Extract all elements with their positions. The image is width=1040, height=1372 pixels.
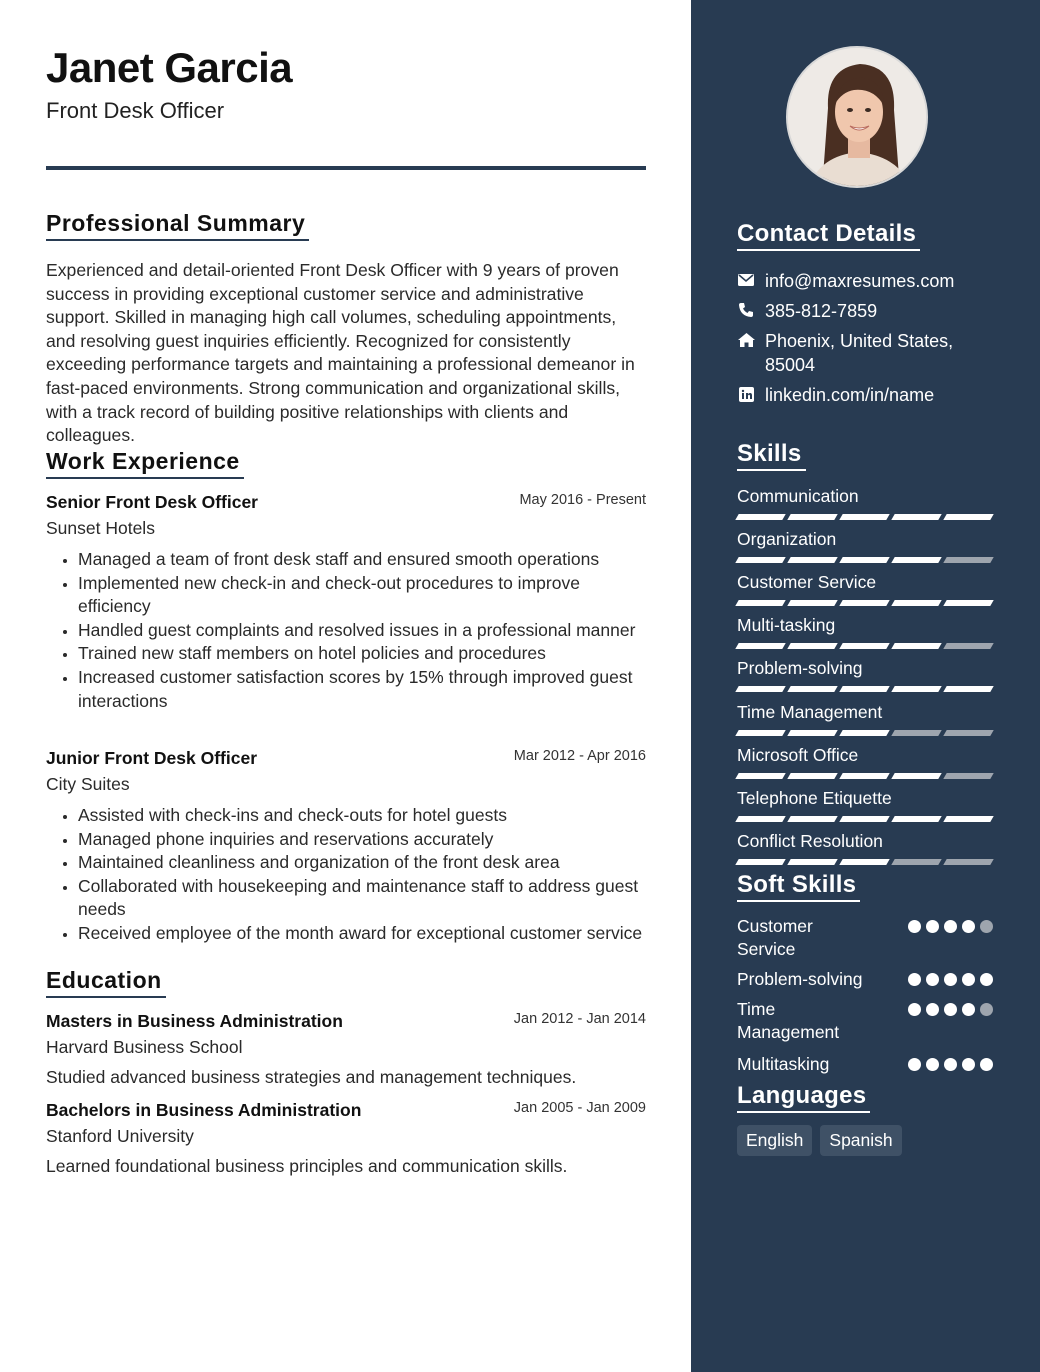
rating-dot xyxy=(980,973,993,986)
contact-phone[interactable] xyxy=(737,299,877,323)
skill-level-segment xyxy=(943,514,993,520)
job-date: May 2016 - Present xyxy=(519,492,646,508)
skill-level-segment xyxy=(839,557,889,563)
skill-row xyxy=(737,745,992,779)
contact-heading: Contact Details xyxy=(737,220,920,251)
education-entry xyxy=(46,1100,646,1177)
skill-name: Conflict Resolution xyxy=(737,830,883,851)
job-bullet: • Received employee of the month award for exceptional customer service xyxy=(78,922,646,946)
skill-level-segment xyxy=(735,514,785,520)
email-text: info@maxresumes.com xyxy=(765,271,955,291)
rating-dot xyxy=(962,1003,975,1016)
skill-level-segment xyxy=(943,773,993,779)
skill-level-bar xyxy=(737,686,992,692)
job-entry xyxy=(46,748,646,946)
skill-level-segment xyxy=(839,859,889,865)
rating-dot xyxy=(962,973,975,986)
soft-skill-rating xyxy=(908,973,993,991)
contact-linkedin[interactable] xyxy=(737,383,934,407)
skill-level-segment xyxy=(891,816,941,822)
skill-level-segment xyxy=(735,686,785,692)
education-date: Jan 2012 - Jan 2014 xyxy=(513,1011,646,1027)
skill-row xyxy=(737,788,992,822)
skill-level-segment xyxy=(891,730,941,736)
linkedin-text: linkedin.com/in/name xyxy=(765,385,935,405)
skills-heading: Skills xyxy=(737,440,806,471)
skill-level-segment xyxy=(787,859,837,865)
experience-heading: Work Experience xyxy=(46,448,244,479)
skill-level-bar xyxy=(737,514,992,520)
skill-level-segment xyxy=(839,730,889,736)
soft-skill-name: Problem-solving xyxy=(737,969,863,989)
skill-level-bar xyxy=(737,643,992,649)
job-title: Junior Front Desk Officer xyxy=(46,748,258,768)
phone-text: 385-812-7859 xyxy=(765,301,878,321)
rating-dot xyxy=(944,920,957,933)
summary-heading: Professional Summary xyxy=(46,210,309,241)
skill-level-segment xyxy=(787,773,837,779)
soft-skill-name: Customer xyxy=(737,916,813,936)
skill-name: Telephone Etiquette xyxy=(737,787,892,808)
skill-level-segment xyxy=(943,730,993,736)
skill-name: Customer Service xyxy=(737,572,877,593)
soft-skill-name: Time xyxy=(737,999,776,1019)
skill-row xyxy=(737,529,992,563)
school-name: Harvard Business School xyxy=(46,1037,243,1057)
skill-level-segment xyxy=(839,816,889,822)
soft-skill-rating xyxy=(908,1058,993,1076)
job-bullet: • Trained new staff members on hotel policies and procedures xyxy=(78,642,646,666)
skill-level-segment xyxy=(735,730,785,736)
skill-level-segment xyxy=(735,816,785,822)
skill-level-segment xyxy=(839,600,889,606)
education-heading: Education xyxy=(46,967,166,998)
rating-dot xyxy=(980,1003,993,1016)
skill-level-segment xyxy=(735,859,785,865)
education-date: Jan 2005 - Jan 2009 xyxy=(513,1100,646,1116)
skill-name: Multi-tasking xyxy=(737,615,836,636)
rating-dot xyxy=(926,973,939,986)
soft-skill-name-cont: Service xyxy=(737,939,796,959)
skill-level-segment xyxy=(943,557,993,563)
skill-level-segment xyxy=(891,600,941,606)
rating-dot xyxy=(926,1058,939,1071)
skill-level-segment xyxy=(891,643,941,649)
skill-name: Microsoft Office xyxy=(737,744,859,765)
linkedin-icon xyxy=(737,384,755,404)
language-chip: Spanish xyxy=(820,1125,901,1156)
skill-level-bar xyxy=(737,816,992,822)
skill-level-segment xyxy=(943,600,993,606)
skill-row xyxy=(737,658,992,692)
skill-level-segment xyxy=(943,816,993,822)
job-company: Sunset Hotels xyxy=(46,518,155,538)
job-bullet: • Increased customer satisfaction scores by 15% through improved guest interactions xyxy=(78,666,646,713)
skill-level-segment xyxy=(839,514,889,520)
skill-level-segment xyxy=(735,773,785,779)
languages-list xyxy=(737,1125,902,1156)
envelope-icon xyxy=(737,270,755,290)
skill-level-segment xyxy=(839,773,889,779)
skill-level-segment xyxy=(787,643,837,649)
skill-level-segment xyxy=(839,643,889,649)
skill-name: Time Management xyxy=(737,701,883,722)
skill-level-segment xyxy=(787,600,837,606)
skill-name: Organization xyxy=(737,529,837,550)
candidate-name: Janet Garcia xyxy=(46,44,293,91)
soft-skill-row xyxy=(737,915,993,961)
job-bullet: • Managed phone inquiries and reservations accurately xyxy=(78,828,646,852)
skill-level-segment xyxy=(891,773,941,779)
candidate-title: Front Desk Officer xyxy=(46,98,225,123)
profile-photo xyxy=(786,46,928,188)
rating-dot xyxy=(908,920,921,933)
contact-email[interactable] xyxy=(737,269,954,293)
rating-dot xyxy=(980,920,993,933)
skill-name: Communication xyxy=(737,486,859,506)
job-company: City Suites xyxy=(46,774,130,794)
skill-level-segment xyxy=(891,686,941,692)
skill-row xyxy=(737,572,992,606)
skill-level-bar xyxy=(737,557,992,563)
phone-icon xyxy=(737,300,755,320)
skill-level-segment xyxy=(787,686,837,692)
degree-title: Bachelors in Business Administration xyxy=(46,1100,362,1120)
soft-skill-name-cont: Management xyxy=(737,1022,840,1042)
language-chip: English xyxy=(737,1125,812,1156)
skill-row xyxy=(737,702,992,736)
skill-level-segment xyxy=(943,643,993,649)
skill-name: Problem-solving xyxy=(737,658,863,679)
rating-dot xyxy=(962,920,975,933)
skill-row xyxy=(737,831,992,865)
soft-skill-row xyxy=(737,968,993,991)
job-bullet: • Collaborated with housekeeping and maintenance staff to address guest needs xyxy=(78,875,646,922)
rating-dot xyxy=(926,920,939,933)
address-line-1: Phoenix, United States, xyxy=(765,331,954,351)
skill-row xyxy=(737,486,992,520)
skill-level-bar xyxy=(737,859,992,865)
header-divider xyxy=(46,166,646,170)
soft-skill-name: Multitasking xyxy=(737,1054,830,1074)
soft-skill-row xyxy=(737,998,993,1044)
job-bullet: • Assisted with check-ins and check-outs for hotel guests xyxy=(78,804,646,828)
skill-level-segment xyxy=(787,514,837,520)
skill-level-segment xyxy=(787,557,837,563)
rating-dot xyxy=(908,1003,921,1016)
soft-skill-rating xyxy=(908,1003,993,1044)
soft-skill-rating xyxy=(908,920,993,961)
job-bullet: • Handled guest complaints and resolved issues in a professional manner xyxy=(78,619,646,643)
rating-dot xyxy=(980,1058,993,1071)
degree-title: Masters in Business Administration xyxy=(46,1011,343,1031)
skill-level-segment xyxy=(839,686,889,692)
rating-dot xyxy=(944,973,957,986)
job-date: Mar 2012 - Apr 2016 xyxy=(513,748,646,764)
job-bullet: • Managed a team of front desk staff and ensured smooth operations xyxy=(78,548,646,572)
education-description: Studied advanced business strategies and management techniques. xyxy=(46,1067,577,1087)
contact-address xyxy=(737,329,953,377)
skill-level-segment xyxy=(891,859,941,865)
skill-row xyxy=(737,615,992,649)
skill-level-segment xyxy=(891,557,941,563)
job-bullets xyxy=(78,548,646,713)
job-entry xyxy=(46,492,646,713)
rating-dot xyxy=(908,1058,921,1071)
rating-dot xyxy=(926,1003,939,1016)
skill-level-segment xyxy=(735,600,785,606)
education-description: Learned foundational business principles and communication skills. xyxy=(46,1156,568,1176)
skill-level-segment xyxy=(943,859,993,865)
address-line-2: 85004 xyxy=(765,355,816,375)
rating-dot xyxy=(944,1003,957,1016)
skill-level-segment xyxy=(787,816,837,822)
sidebar xyxy=(691,0,1040,1372)
skill-level-segment xyxy=(787,730,837,736)
education-entry xyxy=(46,1011,646,1088)
languages-heading: Languages xyxy=(737,1082,870,1113)
skill-level-bar xyxy=(737,773,992,779)
summary-text: Experienced and detail-oriented Front Desk Officer with 9 years of proven success in providing exceptional customer service and administrative support. Skilled in managing high call volumes, scheduling appointments, and resolving guest inquiries efficiently. Recognized for consistently exceeding performance targets and maintaining a professional demeanor in fast-paced environments. Strong communication and organizational skills, with a track record of building positive relationships with clients and colleagues. xyxy=(46,260,635,446)
soft-skill-row xyxy=(737,1053,993,1076)
skill-level-segment xyxy=(891,514,941,520)
job-bullet: • Maintained cleanliness and organization of the front desk area xyxy=(78,851,646,875)
job-bullet: • Implemented new check-in and check-out procedures to improve efficiency xyxy=(78,572,646,619)
skill-level-bar xyxy=(737,600,992,606)
skill-level-segment xyxy=(943,686,993,692)
skill-level-segment xyxy=(735,643,785,649)
soft-skills-heading: Soft Skills xyxy=(737,871,860,902)
job-title: Senior Front Desk Officer xyxy=(46,492,258,512)
skill-level-bar xyxy=(737,730,992,736)
home-icon xyxy=(737,330,755,350)
job-bullets xyxy=(78,804,646,946)
rating-dot xyxy=(944,1058,957,1071)
rating-dot xyxy=(962,1058,975,1071)
school-name: Stanford University xyxy=(46,1126,194,1146)
rating-dot xyxy=(908,973,921,986)
skill-level-segment xyxy=(735,557,785,563)
